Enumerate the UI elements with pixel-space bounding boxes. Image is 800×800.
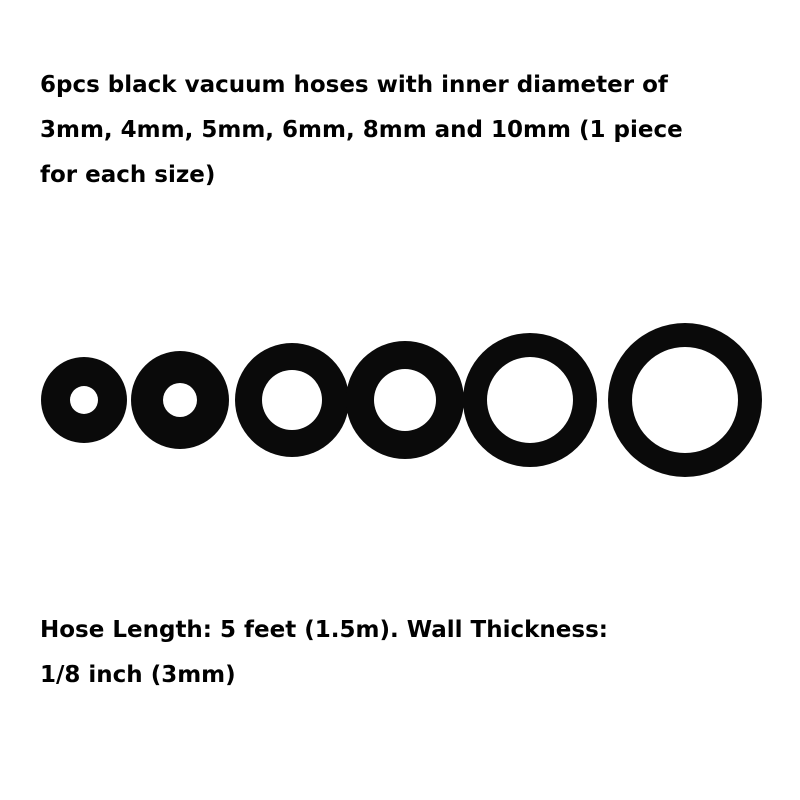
- hose-bore-5mm: [262, 370, 322, 430]
- description-line: for each size): [40, 162, 216, 188]
- hose-bore-10mm: [632, 347, 738, 453]
- hose-bore-3mm: [70, 386, 98, 414]
- hose-bore-4mm: [163, 383, 197, 417]
- hose-bore-8mm: [487, 357, 573, 443]
- specs-line: 1/8 inch (3mm): [40, 662, 236, 688]
- description-line: 3mm, 4mm, 5mm, 6mm, 8mm and 10mm (1 piece: [40, 117, 683, 143]
- description-line: 6pcs black vacuum hoses with inner diameter of: [40, 72, 668, 98]
- description-text: [40, 63, 740, 198]
- hose-cross-sections: [0, 320, 800, 480]
- specs-line: Hose Length: 5 feet (1.5m). Wall Thickness:: [40, 617, 608, 643]
- hose-bore-6mm: [374, 369, 436, 431]
- specs-text: [40, 608, 760, 698]
